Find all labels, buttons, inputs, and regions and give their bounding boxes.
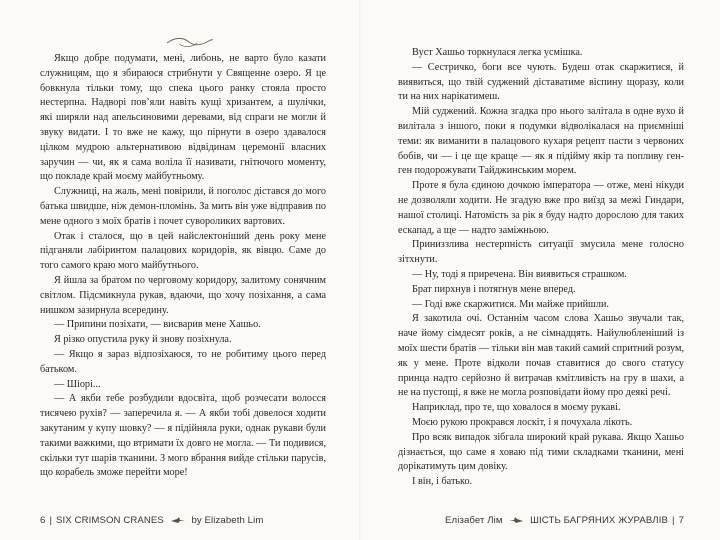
left-page-body (40, 52, 326, 481)
left-page-footer: 6 | SIX CRIMSON CRANES by Elizabeth Lim (40, 515, 264, 526)
paragraph: І він, і батько. (412, 476, 473, 488)
paragraph: Мій суджений. Кожна згадка про нього залітала в одне вухо й вилітала з іншого, поки я подумки відволікалася на приємніші теми: як виманити в палацового кухаря рецепт пасти з червоних бобів, чи — і це ще краще — як я підійму якір та попливу ген-ген подорожувати Тайджинським морем. (398, 106, 684, 177)
paragraph: Про всяк випадок зібгала широкий край рукава. Якщо Хашьо дізнається, що саме я ховаю під тими складками тканини, мені дорікатимуть цим довіку. (398, 431, 684, 473)
paragraph: Приниззлива нестерпність ситуації змусила мене голосно зітхнути. (398, 239, 684, 266)
paragraph: — Годі вже скаржитися. Ми майже прийшли. (412, 298, 609, 310)
author-name: Елізабет Лім (445, 515, 503, 526)
right-page-body (398, 46, 684, 490)
page-number: 6 (40, 515, 46, 526)
paragraph: Я йшла за братом по черговому коридору, залитому сонячним світлом. Підсмикнула рукав, вдаючи, що хочу позіхання, а сама нишком зазирнула всередину. (40, 274, 326, 316)
paragraph: Я закотила очі. Останнім часом слова Хашьо звучали так, наче йому сімдесят років, а не сімнадцять. Найулюбленіший із моїх шести братів — тільки він мав такий самий спритний розум, як у мене. Проте відколи почав ставитися до свого статусу принца надто серйозно й витрачав кмітливість на гру в шахи, а не на пустощі, я вже не могла розповідати йому про деякі речі. (398, 313, 684, 399)
crane-icon (170, 516, 186, 524)
paragraph: Служниці, на жаль, мені повірили, й поголос дістався до мого батька швидше, ніж демон-пломінь. За мить він уже відправив по мене одного з моїх братів і почет сувороликих вартових. (40, 186, 326, 227)
paragraph: Проте я була єдиною дочкою імператора — отже, мені нікуди не дозволяли ходити. Не згадую вже про виїзд за межі Гиндари, нашої столиці. Натомість за рік я буду надто дорослою для таких ескапад, а ще — надто заміжньою. (398, 180, 684, 236)
book-title: ШІСТЬ БАГРЯНИХ ЖУРАВЛІВ (530, 515, 668, 526)
paragraph: Я різко опустила руку й знову позіхнула. (54, 334, 232, 346)
paragraph: — Припини позіхати, — висварив мене Хашьо. (54, 319, 261, 331)
paragraph: Брат пирхнув і потягнув мене вперед. (412, 283, 576, 295)
page-number: 7 (678, 515, 684, 526)
paragraph: — Якщо я зараз відпозіхаюся, то не робитиму цього перед батьком. (40, 348, 326, 375)
paragraph: — Ну, тоді я приречена. Він виявиться страшком. (412, 268, 627, 280)
book-title: SIX CRIMSON CRANES (56, 515, 164, 526)
ornament-flourish-icon (165, 34, 215, 50)
paragraph: Отак і сталося, що в цей найслектоніший день року мене підганяли лабіринтом палацових коридорів, як вівцю. Саме до того самого краю мого майбутнього. (40, 230, 326, 272)
paragraph: Моєю рукою прокрався лоскіт, і я почухала лікоть. (412, 416, 633, 428)
paragraph: — А якби тебе розбудили вдосвіта, щоб розчесати волосся тисячею рухів? — заперечила я. — А якби тобі довелося ходити закутаним у купу шовку? — я підійняла руки, однак рукави були такими важкими, що втримати їх довго не могла. — Ти подивися, скільки тут шарів тканини. З мого вбрання вийде стільки парусів, що корабель зможе перейти море! (40, 393, 326, 479)
paragraph: Якщо добре подумати, мені, либонь, не варто було казати служницям, що я збираюся стрибнути у Священне озеро. Я це бовкнула тільки тому, що спека цього ранку стояла просто нестерпна. Надворі пов’яли навіть кущі хризантем, а шулічки, які ширяли над апельсиновими деревами, від спраги не могли й звуку видати. І то вже не кажу, що пірнути в озеро здавалося цілком мудрою альтернативою відвідинам церемонії власних заручин — чи, як я сама воліла її називати, гнітючого моменту, що покладе край моєму майбутньому. (40, 53, 326, 183)
author-name: by Elizabeth Lim (191, 515, 264, 526)
paragraph: — Шіорі... (54, 378, 101, 390)
paragraph: Вуст Хашьо торкнулася легка усмішка. (412, 47, 583, 58)
right-page-footer: Елізабет Лім ШІСТЬ БАГРЯНИХ ЖУРАВЛІВ | 7 (445, 515, 684, 526)
paragraph: — Сестричко, боги все чують. Будеш отак скаржитися, й виявиться, що твій суджений діставатиме віспину щоразу, коли ти на них нарікатимеш. (398, 61, 684, 103)
right-page (360, 0, 720, 540)
paragraph: Наприклад, про те, що ховалося в моєму рукаві. (412, 402, 621, 414)
crane-icon (508, 516, 524, 524)
